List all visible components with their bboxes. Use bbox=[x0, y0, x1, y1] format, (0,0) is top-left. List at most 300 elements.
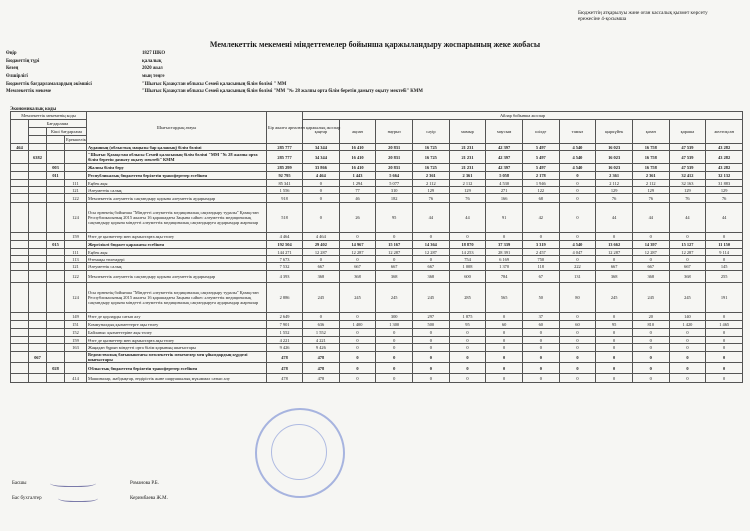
month-value: 0 bbox=[339, 313, 376, 321]
code-admin bbox=[29, 263, 47, 271]
month-value: 0 bbox=[413, 352, 450, 363]
signature-director: Басшы Романова Р.Б. bbox=[12, 481, 27, 486]
month-value: 50 bbox=[522, 283, 559, 313]
code-prog bbox=[47, 233, 65, 241]
month-value: 191 bbox=[706, 283, 743, 313]
code-func bbox=[11, 271, 29, 283]
code-prog bbox=[47, 352, 65, 363]
month-value: 91 bbox=[486, 203, 523, 233]
month-value: 368 bbox=[669, 271, 706, 283]
month-value: 4 464 bbox=[303, 233, 340, 241]
month-value: 0 bbox=[303, 313, 340, 321]
month-value: 0 bbox=[449, 352, 486, 363]
month-value: 12 287 bbox=[303, 249, 340, 256]
code-spec: 414 bbox=[65, 374, 87, 383]
month-value: 2 457 bbox=[522, 249, 559, 256]
code-spec bbox=[65, 144, 87, 151]
row-name: Жергілікті бюджет қаражаты есебінен bbox=[87, 241, 267, 249]
header-month-1: қаңтар bbox=[303, 120, 340, 144]
month-value: 5 497 bbox=[522, 164, 559, 172]
month-value: 2 361 bbox=[449, 172, 486, 180]
official-stamp bbox=[255, 408, 345, 498]
month-value: 76 bbox=[413, 194, 450, 203]
month-value: 68 bbox=[522, 194, 559, 203]
month-value: 0 bbox=[339, 337, 376, 344]
row-name: Өтемақы төлемдері bbox=[87, 256, 267, 263]
month-value: 0 bbox=[559, 329, 596, 337]
code-prog bbox=[47, 256, 65, 263]
row-total: 7 901 bbox=[267, 321, 303, 329]
code-prog: 028 bbox=[47, 363, 65, 374]
month-value: 12 287 bbox=[596, 249, 633, 256]
month-value: 33 866 bbox=[303, 164, 340, 172]
row-name: Коммуналдық қызметтерге ақы төлеу bbox=[87, 321, 267, 329]
code-prog bbox=[47, 194, 65, 203]
month-value: 667 bbox=[303, 263, 340, 271]
code-func bbox=[11, 352, 29, 363]
month-value: 478 bbox=[303, 352, 340, 363]
month-value: 0 bbox=[413, 344, 450, 352]
month-value: 1 875 bbox=[449, 313, 486, 321]
code-prog: 003 bbox=[47, 164, 65, 172]
header-month-9: қыркүйек bbox=[596, 120, 633, 144]
month-value: 1 420 bbox=[669, 321, 706, 329]
month-value: 0 bbox=[522, 344, 559, 352]
month-value: 118 bbox=[522, 263, 559, 271]
code-spec: 149 bbox=[65, 313, 87, 321]
month-value: 0 bbox=[449, 233, 486, 241]
month-value: 2 112 bbox=[413, 180, 450, 187]
code-func bbox=[11, 329, 29, 337]
month-value: 0 bbox=[413, 374, 450, 383]
handwritten-signature bbox=[58, 493, 98, 502]
code-prog bbox=[47, 329, 65, 337]
month-value: 0 bbox=[339, 344, 376, 352]
table-row bbox=[11, 344, 743, 352]
month-value: 0 bbox=[486, 313, 523, 321]
month-value: 0 bbox=[376, 352, 413, 363]
month-value: 166 bbox=[486, 194, 523, 203]
month-value: 0 bbox=[559, 313, 596, 321]
row-total: 144 271 bbox=[267, 249, 303, 256]
row-name: Осы өрнектің бойынша "Міндетті әлеуметтік медициналық сақтандыру туралы" Қазақстан Республикасының 2015 жылғы 16 қарашадағы Заңына сәйкес әлеуметтік медициналық сақтандыру қорына міндетті әлеуметтік медициналық сақтандыруға аударымдар жарналар bbox=[87, 283, 267, 313]
row-total: 285 777 bbox=[267, 151, 303, 164]
month-value: 0 bbox=[559, 374, 596, 383]
month-value: 182 bbox=[376, 194, 413, 203]
month-value: 667 bbox=[669, 263, 706, 271]
month-value: 14 397 bbox=[632, 241, 669, 249]
code-func bbox=[11, 249, 29, 256]
month-value: 0 bbox=[559, 352, 596, 363]
code-admin bbox=[29, 363, 47, 374]
month-value: 0 bbox=[632, 363, 669, 374]
table-row bbox=[11, 337, 743, 344]
month-value: 11 150 bbox=[706, 241, 743, 249]
month-value: 285 bbox=[449, 283, 486, 313]
month-value: 2 361 bbox=[632, 172, 669, 180]
month-value: 42 bbox=[522, 203, 559, 233]
month-value: 667 bbox=[339, 263, 376, 271]
header-admin: Бағдарлама bbox=[29, 120, 87, 128]
month-value: 76 bbox=[632, 194, 669, 203]
month-value: 0 bbox=[596, 256, 633, 263]
month-value: 0 bbox=[669, 374, 706, 383]
month-value: 4 540 bbox=[559, 164, 596, 172]
month-value: 636 bbox=[303, 321, 340, 329]
code-spec: 122 bbox=[65, 271, 87, 283]
month-value: 29 402 bbox=[303, 241, 340, 249]
code-admin bbox=[29, 180, 47, 187]
table-row bbox=[11, 256, 743, 263]
row-name: Республикалық бюджеттен берілетін трансферттер есебінен bbox=[87, 172, 267, 180]
month-value: 26 bbox=[339, 203, 376, 233]
header-month-5: мамыр bbox=[449, 120, 486, 144]
month-value: 0 bbox=[303, 180, 340, 187]
code-func bbox=[11, 241, 29, 249]
month-value: 2 112 bbox=[596, 180, 633, 187]
month-value: 32 132 bbox=[706, 172, 743, 180]
row-name: Әлеуметтік салық bbox=[87, 187, 267, 194]
row-name: Жаңадан бұрын міндетті орта білім қорының шығыстары bbox=[87, 344, 267, 352]
row-name: Ауданның (облыстық маңызы бар қаланың) білім бөлімі bbox=[87, 144, 267, 151]
month-value: 5 077 bbox=[376, 180, 413, 187]
code-admin bbox=[29, 233, 47, 241]
month-value: 297 bbox=[413, 313, 450, 321]
month-value: 95 bbox=[596, 321, 633, 329]
meta-row: Кезең 2020 жыл bbox=[6, 66, 163, 72]
code-spec: 121 bbox=[65, 187, 87, 194]
code-spec: 159 bbox=[65, 337, 87, 344]
code-func bbox=[11, 374, 29, 383]
month-value: 37 bbox=[522, 313, 559, 321]
month-value: 0 bbox=[632, 233, 669, 241]
month-value: 0 bbox=[706, 363, 743, 374]
month-value: 0 bbox=[559, 233, 596, 241]
month-value: 0 bbox=[706, 337, 743, 344]
month-value: 67 bbox=[522, 271, 559, 283]
row-total: 2 886 bbox=[267, 283, 303, 313]
month-value: 14 253 bbox=[449, 249, 486, 256]
document-title: Мемлекеттік мекемені міндеттемелер бойынша қаржыландыру жоспарының жеке жобасы bbox=[209, 40, 541, 49]
row-total: 918 bbox=[267, 194, 303, 203]
code-func bbox=[11, 337, 29, 344]
month-value: 14 967 bbox=[339, 241, 376, 249]
month-value: 0 bbox=[559, 180, 596, 187]
month-value: 47 539 bbox=[669, 164, 706, 172]
month-value: 4 540 bbox=[559, 144, 596, 151]
month-value: 32 412 bbox=[669, 172, 706, 180]
table-row bbox=[11, 321, 743, 329]
month-value: 0 bbox=[632, 344, 669, 352]
code-prog bbox=[47, 271, 65, 283]
code-admin bbox=[29, 164, 47, 172]
month-value: 4 540 bbox=[559, 151, 596, 164]
month-value: 0 bbox=[559, 172, 596, 180]
month-value: 12 287 bbox=[376, 249, 413, 256]
month-value: 600 bbox=[449, 271, 486, 283]
month-value: 0 bbox=[486, 344, 523, 352]
month-value: 3 319 bbox=[522, 241, 559, 249]
table-row bbox=[11, 241, 743, 249]
month-value: 5 664 bbox=[376, 172, 413, 180]
month-value: 21 231 bbox=[449, 151, 486, 164]
code-func bbox=[11, 187, 29, 194]
table-row bbox=[11, 271, 743, 283]
month-value: 16 410 bbox=[339, 144, 376, 151]
code-spec bbox=[65, 241, 87, 249]
code-spec bbox=[65, 164, 87, 172]
code-admin bbox=[29, 249, 47, 256]
month-value: 0 bbox=[596, 313, 633, 321]
table-row bbox=[11, 283, 743, 313]
month-value: 32 163 bbox=[669, 180, 706, 187]
month-value: 667 bbox=[596, 263, 633, 271]
month-value: 145 bbox=[706, 263, 743, 271]
plan-table-body bbox=[11, 144, 743, 383]
month-value: 0 bbox=[376, 374, 413, 383]
row-total: 4 393 bbox=[267, 271, 303, 283]
month-value: 0 bbox=[486, 352, 523, 363]
month-value: 0 bbox=[339, 233, 376, 241]
code-prog bbox=[47, 249, 65, 256]
month-value: 60 bbox=[522, 321, 559, 329]
month-value: 0 bbox=[522, 363, 559, 374]
month-value: 95 bbox=[449, 321, 486, 329]
month-value: 47 539 bbox=[669, 144, 706, 151]
month-value: 368 bbox=[339, 271, 376, 283]
month-value: 129 bbox=[706, 187, 743, 194]
month-value: 0 bbox=[339, 363, 376, 374]
code-prog bbox=[47, 374, 65, 383]
code-func bbox=[11, 164, 29, 172]
month-value: 0 bbox=[522, 233, 559, 241]
month-value: 368 bbox=[596, 271, 633, 283]
header-month-7: шілде bbox=[522, 120, 559, 144]
code-admin bbox=[29, 271, 47, 283]
code-func bbox=[11, 172, 29, 180]
month-value: 43 282 bbox=[706, 164, 743, 172]
meta-row: Бюджеттің түрі қалалық bbox=[6, 58, 162, 64]
month-value: 44 bbox=[449, 203, 486, 233]
month-value: 271 bbox=[486, 187, 523, 194]
month-value: 0 bbox=[486, 374, 523, 383]
header-month-3: наурыз bbox=[376, 120, 413, 144]
table-row bbox=[11, 263, 743, 271]
row-name: "Шығыс Қазақстан облысы Семей қаласының білім бөлімі "ММ "№ 28 жалпы орта білім беретін дамыту оқыту мектебі" КММ bbox=[87, 151, 267, 164]
month-value: 0 bbox=[596, 329, 633, 337]
code-admin bbox=[29, 256, 47, 263]
month-value: 667 bbox=[632, 263, 669, 271]
month-value: 750 bbox=[522, 256, 559, 263]
month-value: 46 bbox=[339, 194, 376, 203]
meta-block bbox=[6, 50, 626, 96]
month-value: 0 bbox=[632, 256, 669, 263]
table-row bbox=[11, 187, 743, 194]
table-row bbox=[11, 313, 743, 321]
row-total: 285 777 bbox=[267, 144, 303, 151]
month-value: 31 883 bbox=[706, 180, 743, 187]
month-value: 0 bbox=[303, 187, 340, 194]
month-value: 0 bbox=[376, 344, 413, 352]
month-value: 0 bbox=[522, 374, 559, 383]
month-value: 5 497 bbox=[522, 144, 559, 151]
code-func bbox=[11, 344, 29, 352]
row-total: 192 504 bbox=[267, 241, 303, 249]
month-value: 500 bbox=[413, 321, 450, 329]
month-value: 0 bbox=[413, 337, 450, 344]
month-value: 44 bbox=[413, 203, 450, 233]
month-value: 245 bbox=[376, 283, 413, 313]
month-value: 0 bbox=[376, 337, 413, 344]
month-value: 1 946 bbox=[522, 180, 559, 187]
table-row bbox=[11, 249, 743, 256]
month-value: 76 bbox=[669, 194, 706, 203]
row-total: 9 426 bbox=[267, 344, 303, 352]
month-value: 0 bbox=[413, 363, 450, 374]
code-func bbox=[11, 194, 29, 203]
row-total: 478 bbox=[267, 374, 303, 383]
code-func bbox=[11, 151, 29, 164]
month-value: 2 112 bbox=[449, 180, 486, 187]
table-row bbox=[11, 233, 743, 241]
month-value: 2 112 bbox=[632, 180, 669, 187]
corner-note: Бюджеттің атқарылуы және оған кассалық қызмет көрсету ережесіне 4-қосымша bbox=[578, 10, 708, 23]
table-row bbox=[11, 172, 743, 180]
code-spec bbox=[65, 363, 87, 374]
month-value: 37 339 bbox=[486, 241, 523, 249]
row-name: Байланыс қызметтеріне ақы төлеу bbox=[87, 329, 267, 337]
code-prog bbox=[47, 263, 65, 271]
code-func: 464 bbox=[11, 144, 29, 151]
signature-accountant: Бас бухгалтер Керимбаева Ж.М. bbox=[12, 496, 42, 501]
code-prog bbox=[47, 144, 65, 151]
month-value: 1 300 bbox=[376, 321, 413, 329]
month-value: 0 bbox=[522, 329, 559, 337]
month-value: 14 364 bbox=[413, 241, 450, 249]
month-value: 255 bbox=[706, 271, 743, 283]
code-prog bbox=[47, 321, 65, 329]
row-total: 85 341 bbox=[267, 180, 303, 187]
month-value: 667 bbox=[413, 263, 450, 271]
row-total: 478 bbox=[267, 352, 303, 363]
month-value: 12 287 bbox=[632, 249, 669, 256]
row-name: Мемлекеттік әлеуметтік сақтандыру қорына әлеуметтік аударымдар bbox=[87, 194, 267, 203]
month-value: 0 bbox=[486, 363, 523, 374]
month-value: 0 bbox=[559, 187, 596, 194]
month-value: 0 bbox=[596, 233, 633, 241]
header-total: Бір жылға арналған қаржылық жоспар bbox=[267, 112, 303, 144]
header-month-8: тамыз bbox=[559, 120, 596, 144]
row-name: Ведомстволық бағыныштағы мемлекеттік мекемелер мен ұйымдардың күрделі шығыстары bbox=[87, 352, 267, 363]
code-admin bbox=[29, 172, 47, 180]
code-spec: 163 bbox=[65, 344, 87, 352]
month-value: 9 426 bbox=[303, 344, 340, 352]
header-prog: Кіші бағдарлама bbox=[47, 128, 87, 136]
row-name: Жалпы білім беру bbox=[87, 164, 267, 172]
month-value: 20 831 bbox=[376, 151, 413, 164]
month-value: 0 bbox=[449, 363, 486, 374]
month-value: 16 725 bbox=[413, 151, 450, 164]
month-value: 368 bbox=[303, 271, 340, 283]
row-name: Әлеуметтік салық bbox=[87, 263, 267, 271]
month-value: 222 bbox=[559, 263, 596, 271]
month-value: 0 bbox=[559, 363, 596, 374]
code-prog bbox=[47, 187, 65, 194]
month-value: 245 bbox=[413, 283, 450, 313]
month-value: 754 bbox=[449, 256, 486, 263]
month-value: 76 bbox=[596, 194, 633, 203]
table-row bbox=[11, 194, 743, 203]
month-value: 4 464 bbox=[303, 172, 340, 180]
month-value: 0 bbox=[339, 256, 376, 263]
month-value: 0 bbox=[303, 194, 340, 203]
classification-label: Экономикалық коды bbox=[10, 107, 57, 112]
month-value: 21 231 bbox=[449, 164, 486, 172]
month-value: 300 bbox=[376, 313, 413, 321]
month-value: 60 bbox=[559, 321, 596, 329]
row-name: Мемлекеттік әлеуметтік сақтандыру қорына әлеуметтік аударымдар bbox=[87, 271, 267, 283]
header-by-month: Айлар бойынша жоспар bbox=[303, 112, 743, 120]
month-value: 0 bbox=[376, 363, 413, 374]
month-value: 1 400 bbox=[339, 321, 376, 329]
month-value: 368 bbox=[632, 271, 669, 283]
code-prog: 015 bbox=[47, 241, 65, 249]
code-spec: 152 bbox=[65, 329, 87, 337]
code-admin bbox=[29, 344, 47, 352]
month-value: 245 bbox=[303, 283, 340, 313]
month-value: 810 bbox=[632, 321, 669, 329]
month-value: 77 bbox=[339, 187, 376, 194]
month-value: 0 bbox=[596, 337, 633, 344]
month-value: 20 bbox=[632, 313, 669, 321]
code-func bbox=[11, 263, 29, 271]
table-row bbox=[11, 151, 743, 164]
table-row bbox=[11, 374, 743, 383]
month-value: 47 539 bbox=[669, 151, 706, 164]
month-value: 129 bbox=[669, 187, 706, 194]
row-total: 2 649 bbox=[267, 313, 303, 321]
month-value: 16 023 bbox=[596, 151, 633, 164]
code-spec: 111 bbox=[65, 180, 87, 187]
code-prog bbox=[47, 337, 65, 344]
code-spec: 121 bbox=[65, 263, 87, 271]
month-value: 16 023 bbox=[596, 164, 633, 172]
month-value: 129 bbox=[449, 187, 486, 194]
month-value: 4 047 bbox=[559, 249, 596, 256]
month-value: 0 bbox=[376, 329, 413, 337]
month-value: 0 bbox=[449, 337, 486, 344]
month-value: 245 bbox=[596, 283, 633, 313]
month-value: 565 bbox=[486, 283, 523, 313]
month-value: 95 bbox=[376, 203, 413, 233]
month-value: 2 178 bbox=[522, 172, 559, 180]
month-value: 0 bbox=[486, 233, 523, 241]
month-value: 0 bbox=[522, 352, 559, 363]
table-row bbox=[11, 180, 743, 187]
code-func bbox=[11, 233, 29, 241]
month-value: 0 bbox=[632, 337, 669, 344]
row-name: Өзге де қорларды сатып алу bbox=[87, 313, 267, 321]
row-total: 4 464 bbox=[267, 233, 303, 241]
code-spec bbox=[65, 352, 87, 363]
meta-row: Мемлекеттік мекеме "Шығыс Қазақстан облысы Семей қаласының білім бөлімі "ММ "№ 28 жалпы орта білім беретін дамыту оқыту мектебі" КММ bbox=[6, 89, 423, 95]
month-value: 129 bbox=[596, 187, 633, 194]
month-value: 44 bbox=[669, 203, 706, 233]
code-spec bbox=[65, 172, 87, 180]
month-value: 0 bbox=[596, 374, 633, 383]
month-value: 0 bbox=[559, 256, 596, 263]
month-value: 0 bbox=[706, 256, 743, 263]
